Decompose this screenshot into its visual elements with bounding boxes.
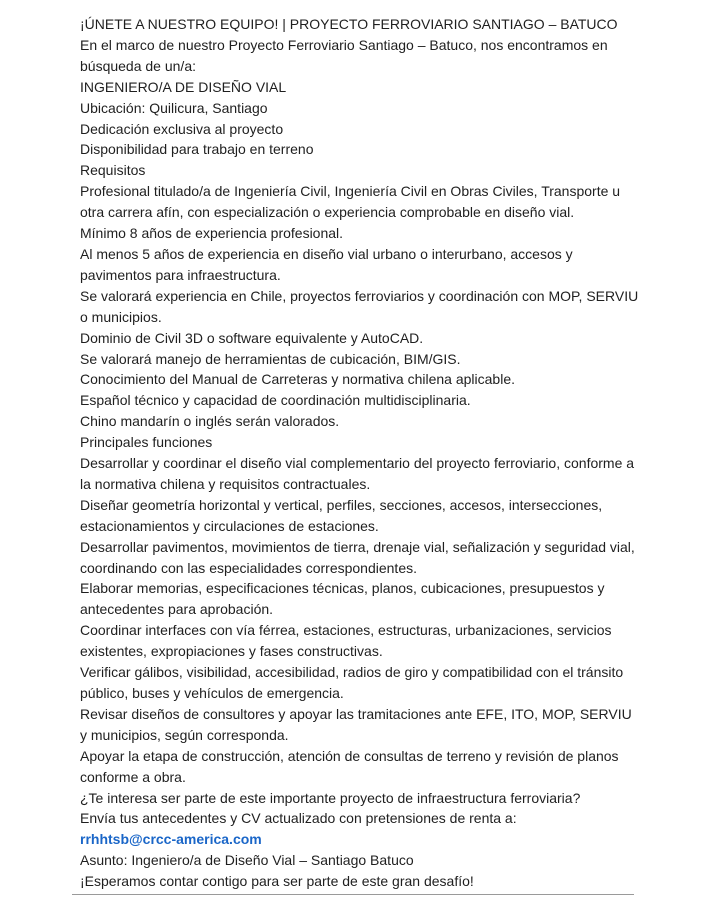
function-item: Desarrollar pavimentos, movimientos de tierra, drenaje vial, señalización y seguridad vial, coordinando con las especialidades correspondientes.	[80, 538, 635, 576]
closing-text: ¡Esperamos contar contigo para ser parte de este gran desafío!	[80, 873, 474, 890]
function-item: Diseñar geometría horizontal y vertical, perfiles, secciones, accesos, intersecciones, estacionamientos y circulaciones de estaciones.	[80, 496, 603, 534]
functions-heading: Principales funciones	[80, 434, 213, 451]
location-text: Ubicación: Quilicura, Santiago	[80, 99, 268, 116]
requirement-item: Mínimo 8 años de experiencia profesional.	[80, 225, 344, 242]
function-item: Revisar diseños de consultores y apoyar las tramitaciones ante EFE, ITO, MOP, SERVIU y municipios, según corresponda.	[80, 705, 632, 743]
requirement-item: Profesional titulado/a de Ingeniería Civil, Ingeniería Civil en Obras Civiles, Transporte u otra carrera afín, con especialización o experiencia comprobable en diseño vial.	[80, 183, 621, 221]
dedication-text: Dedicación exclusiva al proyecto	[80, 120, 284, 137]
email-link[interactable]: rrhhtsb@crcc-america.com	[80, 831, 262, 848]
function-item: Apoyar la etapa de construcción, atención de consultas de terreno y revisión de planos conforme a obra.	[80, 747, 619, 785]
cta-send-text: Envía tus antecedentes y CV actualizado con pretensiones de renta a:	[80, 810, 517, 827]
requirement-item: Conocimiento del Manual de Carreteras y normativa chilena aplicable.	[80, 371, 516, 388]
job-post-content	[80, 14, 640, 892]
function-item: Elaborar memorias, especificaciones técnicas, planos, cubicaciones, presupuestos y antecedentes para aprobación.	[80, 580, 605, 618]
availability-text: Disponibilidad para trabajo en terreno	[80, 141, 314, 158]
function-item: Verificar gálibos, visibilidad, accesibilidad, radios de giro y compatibilidad con el tránsito público, buses y vehículos de emergencia.	[80, 664, 624, 701]
requirement-item: Se valorará experiencia en Chile, proyectos ferroviarios y coordinación con MOP, SERVIU o municipios.	[80, 287, 639, 325]
bottom-divider	[72, 894, 634, 895]
cta-question: ¿Te interesa ser parte de este importante proyecto de infraestructura ferroviaria?	[80, 789, 581, 806]
function-item: Coordinar interfaces con vía férrea, estaciones, estructuras, urbanizaciones, servicios existentes, expropiaciones y fases constructivas.	[80, 622, 612, 660]
position-title: INGENIERO/A DE DISEÑO VIAL	[80, 78, 287, 95]
headline: ¡ÚNETE A NUESTRO EQUIPO! | PROYECTO FERROVIARIO SANTIAGO – BATUCO	[80, 16, 618, 32]
requirements-heading: Requisitos	[80, 162, 146, 179]
intro-text: En el marco de nuestro Proyecto Ferroviario Santiago – Batuco, nos encontramos en búsqueda de un/a:	[80, 36, 608, 74]
requirement-item: Dominio de Civil 3D o software equivalente y AutoCAD.	[80, 329, 424, 346]
subject-text: Asunto: Ingeniero/a de Diseño Vial – Santiago Batuco	[80, 852, 414, 869]
function-item: Desarrollar y coordinar el diseño vial complementario del proyecto ferroviario, conforme a la normativa chilena y requisitos contractuales.	[80, 455, 635, 492]
requirement-item: Al menos 5 años de experiencia en diseño vial urbano o interurbano, accesos y pavimentos para infraestructura.	[80, 245, 573, 283]
requirement-item: Español técnico y capacidad de coordinación multidisciplinaria.	[80, 392, 471, 409]
requirement-item: Chino mandarín o inglés serán valorados.	[80, 413, 340, 430]
requirement-item: Se valorará manejo de herramientas de cubicación, BIM/GIS.	[80, 350, 461, 367]
